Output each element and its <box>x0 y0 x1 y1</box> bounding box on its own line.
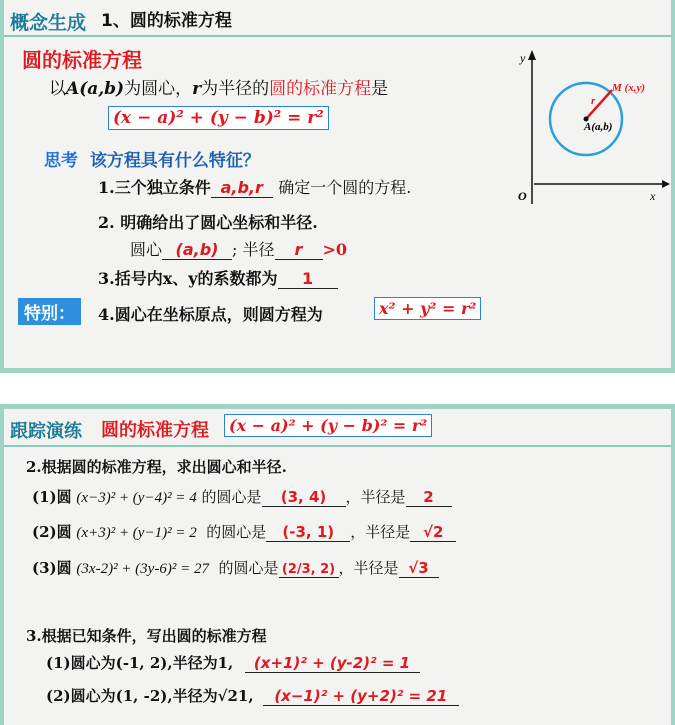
header-divider <box>4 35 671 37</box>
y-label: y <box>520 51 526 65</box>
row2-eq: (x+3)² + (y−1)² = 2 <box>76 525 197 541</box>
section-tag: 概念生成 <box>10 12 87 34</box>
item-1 <box>98 175 411 198</box>
subheading: 圆的标准方程 <box>22 48 142 72</box>
row2-radius: √2 <box>423 523 444 541</box>
x-label: x <box>650 189 656 203</box>
item2b-prefix: 圆心 <box>130 240 163 259</box>
case1-prefix: (1)圆心为(-1, 2),半径为1, <box>46 654 234 672</box>
intro-mid: 为圆心， <box>124 79 193 99</box>
row3-eq: (3x-2)² + (3y-6)² = 27 <box>76 561 209 577</box>
item2b-gt: >0 <box>322 240 348 259</box>
row-2 <box>32 521 456 542</box>
row2-mid: 的圆心是 <box>206 523 267 541</box>
practice-slide <box>0 404 675 725</box>
item2b-center: (a,b) <box>175 240 219 259</box>
row3-radius: √3 <box>408 559 429 577</box>
item1-answer: a,b,r <box>220 178 263 197</box>
row1-center: (3, 4) <box>280 488 327 506</box>
circle-diagram <box>504 44 674 204</box>
standard-equation: (x − a)² + (y − b)² = r² <box>108 106 329 130</box>
point-a-label: A(a,b) <box>584 121 613 133</box>
radius-line <box>586 90 612 119</box>
item3-prefix: 3.括号内x、y的系数都为 <box>98 269 278 288</box>
intro-suffix: 是 <box>371 79 389 99</box>
item2b-r: r <box>294 240 303 259</box>
question-2: 2.根据圆的标准方程，求出圆心和半径. <box>26 458 287 476</box>
item-3 <box>98 266 338 289</box>
row2-sep: ，半径是 <box>350 523 411 541</box>
case-1 <box>46 652 420 673</box>
case-2 <box>46 685 459 706</box>
practice-heading: 圆的标准方程 <box>101 420 209 441</box>
case1-answer: (x+1)² + (y-2)² = 1 <box>253 654 411 672</box>
item-2: 2. 明确给出了圆心坐标和半径. <box>98 213 318 232</box>
intro-r: r <box>192 79 202 99</box>
row3-mid: 的圆心是 <box>218 559 279 577</box>
question-3: 3.根据已知条件，写出圆的标准方程 <box>26 627 267 645</box>
row3-num: (3)圆 <box>32 559 72 577</box>
item3-answer: 1 <box>301 269 314 288</box>
row-3 <box>32 557 439 578</box>
think-line <box>44 146 260 171</box>
row1-radius: 2 <box>423 488 434 506</box>
think-label: 思考 <box>44 151 78 171</box>
practice-tag: 跟踪演练 <box>10 421 82 442</box>
y-arrow <box>528 50 536 60</box>
r-label: r <box>591 95 596 107</box>
intro-red-term: 圆的标准方程 <box>269 79 372 99</box>
intro-center: A(a,b) <box>66 79 125 99</box>
point-m-label: M (x,y) <box>612 82 645 94</box>
row3-center: (2/3, 2) <box>281 562 336 577</box>
row3-sep: ，半径是 <box>338 559 399 577</box>
intro-mid2: 为半径的 <box>201 79 270 99</box>
row2-center: (-3, 1) <box>282 523 335 541</box>
row1-sep: ，半径是 <box>345 488 406 506</box>
origin-equation: x² + y² = r² <box>374 297 481 320</box>
origin-label: O <box>518 189 527 203</box>
intro-line <box>49 74 388 99</box>
special-label: 特别： <box>18 298 81 325</box>
slide-heading: 1、圆的标准方程 <box>101 11 232 31</box>
item1-prefix: 1.三个独立条件 <box>98 178 211 197</box>
row1-mid: 的圆心是 <box>201 488 262 506</box>
case2-prefix: (2)圆心为(1, -2),半径为√21, <box>46 687 254 705</box>
row1-eq: (x−3)² + (y−4)² = 4 <box>76 490 197 506</box>
item1-suffix: 确定一个圆的方程. <box>278 178 412 197</box>
item-2b <box>130 237 347 260</box>
item2b-mid: ; 半径 <box>232 240 275 259</box>
row2-num: (2)圆 <box>32 523 72 541</box>
item-4: 4.圆心在坐标原点，则圆方程为 <box>98 305 323 324</box>
x-arrow <box>662 180 670 188</box>
row-1 <box>32 486 452 507</box>
intro-prefix: 以 <box>49 79 66 99</box>
row1-num: (1)圆 <box>32 488 72 506</box>
practice-divider <box>4 445 671 447</box>
practice-heading-eq: (x − a)² + (y − b)² = r² <box>224 414 432 437</box>
case2-answer: (x−1)² + (y+2)² = 21 <box>274 687 448 705</box>
think-question: 该方程具有什么特征？ <box>89 151 260 171</box>
